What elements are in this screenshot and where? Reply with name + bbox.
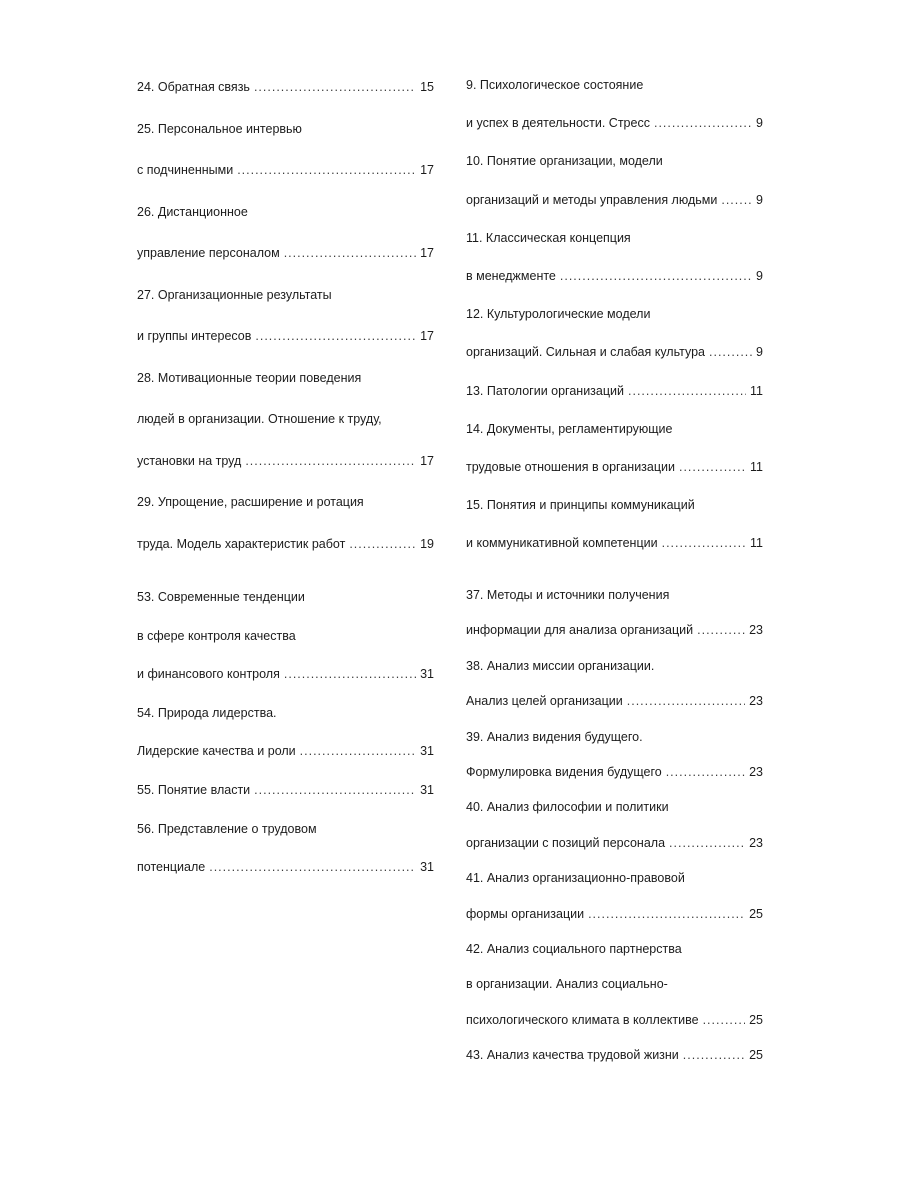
toc-page-number: 23 [749,764,763,779]
toc-entry-text: 56. Представление о трудовом [137,821,317,836]
toc-column-left-top [137,77,434,575]
toc-leader-dots [255,326,416,346]
toc-entry [466,381,763,401]
toc-entry [466,75,763,133]
toc-entry [137,780,434,800]
toc-entry-line [137,409,434,429]
toc-entry-line [137,857,434,877]
toc-leader-dots [709,342,752,362]
toc-entry-line [137,77,434,97]
toc-entry-text: 26. Дистанционное [137,204,248,219]
toc-entry-line [137,368,434,388]
toc-entry [466,797,763,852]
toc-entry-text: 24. Обратная связь [137,80,250,94]
toc-page-number: 19 [420,536,434,551]
toc-entry [137,819,434,878]
toc-entry-line [466,585,763,605]
toc-column-right-bottom [466,585,763,1080]
toc-page-number: 25 [749,1012,763,1027]
toc-entry-line [466,797,763,817]
toc-entry-line [466,868,763,888]
toc-entry-text: в организации. Анализ социально- [466,977,668,992]
toc-entry-line [466,75,763,95]
toc-page-number: 9 [756,116,763,131]
toc-entry-text: 38. Анализ миссии организации. [466,658,655,673]
toc-leader-dots [300,741,416,761]
toc-entry-text: 28. Мотивационные теории поведения [137,370,362,385]
toc-leader-dots [662,533,746,553]
toc-entry-text: людей в организации. Отношение к труду, [137,412,382,426]
toc-entry [466,151,763,209]
toc-entry-line [466,691,763,711]
toc-entry-text: и успех в деятельности. Стресс [466,116,650,131]
toc-entry-line [466,228,763,248]
toc-leader-dots [254,77,416,97]
toc-page-number: 23 [749,623,763,638]
toc-entry-line [137,664,434,684]
toc-entry-text: 54. Природа лидерства. [137,705,277,720]
toc-page-number: 31 [420,744,434,759]
toc-entry-line [466,151,763,171]
toc-entry-text: 53. Современные тенденции [137,590,305,604]
toc-entry-text: 41. Анализ организационно-правовой [466,871,685,886]
toc-page-number: 15 [420,80,434,94]
toc-entry-line [466,419,763,439]
toc-page-number: 25 [749,1048,763,1063]
toc-page-number: 17 [420,329,434,343]
toc-entry-line [466,381,763,401]
toc-entry-line [466,457,763,477]
toc-entry-text: труда. Модель характеристик работ [137,536,346,551]
toc-column-right-top [466,75,763,571]
toc-entry [137,703,434,762]
toc-entry-line [466,939,763,959]
toc-entry [137,285,434,347]
toc-leader-dots [588,904,745,924]
toc-entry-text: и группы интересов [137,329,252,343]
toc-entry [466,656,763,711]
toc-page-number: 23 [749,694,763,709]
toc-entry-text: 40. Анализ философии и политики [466,800,669,815]
toc-entry-line [466,113,763,133]
toc-entry-line [137,326,434,346]
toc-column-left-bottom [137,587,434,896]
toc-leader-dots [721,190,752,210]
toc-entry-text: 27. Организационные результаты [137,287,332,302]
toc-entry-text: 43. Анализ качества трудовой жизни [466,1048,679,1063]
toc-leader-dots [245,451,416,471]
toc-entry-line [466,1010,763,1030]
toc-page-number: 31 [420,860,434,875]
toc-leader-dots [209,857,416,877]
toc-entry-text: 25. Персональное интервью [137,121,302,136]
toc-page-number: 9 [756,345,763,360]
toc-leader-dots [628,381,746,401]
toc-entry-text: в менеджменте [466,268,556,283]
toc-entry-line [466,762,763,782]
toc-entry-line [466,620,763,640]
toc-entry-line [466,1045,763,1065]
toc-entry-text: потенциале [137,860,206,875]
toc-entry [466,868,763,923]
toc-leader-dots [627,691,745,711]
toc-entry-text: и финансового контроля [137,667,280,682]
toc-entry-line [137,285,434,305]
toc-leader-dots [237,160,416,180]
toc-entry-line [137,160,434,180]
toc-entry-line [466,904,763,924]
toc-entry-line [466,342,763,362]
toc-entry-text: управление персоналом [137,246,280,260]
toc-entry-line [137,202,434,222]
toc-entry-text: информации для анализа организаций [466,623,694,638]
toc-entry-line [137,780,434,800]
toc-entry-text: установки на труд [137,453,242,468]
toc-entry-line [137,587,434,607]
toc-entry-text: 14. Документы, регламентирующие [466,421,673,436]
toc-page-number: 25 [749,906,763,921]
toc-page-number: 31 [420,667,434,682]
toc-entry-line [137,534,434,554]
toc-entry [466,585,763,640]
toc-entry-text: Лидерские качества и роли [137,744,296,759]
toc-entry-text: 39. Анализ видения будущего. [466,729,643,744]
toc-entry-text: формы организации [466,906,585,921]
toc-entry-line [466,656,763,676]
toc-entry [137,202,434,264]
toc-entry-text: 13. Патологии организаций [466,383,624,398]
toc-entry [137,587,434,684]
toc-entry [466,228,763,286]
toc-entry-line [466,190,763,210]
toc-entry [137,368,434,471]
toc-leader-dots [683,1045,745,1065]
toc-leader-dots [697,620,745,640]
toc-page-number: 17 [420,163,434,177]
toc-page-number: 9 [756,192,763,207]
toc-page-number: 11 [750,536,763,551]
toc-entry-line [466,833,763,853]
toc-leader-dots [284,664,416,684]
toc-entry-text: Формулировка видения будущего [466,764,662,779]
toc-entry-line [466,533,763,553]
toc-leader-dots [666,762,745,782]
toc-entry-line [466,304,763,324]
toc-entry-text: организации с позиций персонала [466,835,666,850]
toc-entry-line [466,495,763,515]
toc-entry-text: 55. Понятие власти [137,782,251,797]
toc-page-number: 31 [420,782,434,797]
toc-entry-text: трудовые отношения в организации [466,459,675,474]
toc-entry [466,304,763,362]
toc-entry [137,119,434,181]
toc-entry-text: 11. Классическая концепция [466,230,631,245]
toc-entry-text: организаций и методы управления людьми [466,192,718,207]
toc-entry-line [137,119,434,139]
toc-entry-line [466,727,763,747]
toc-page-number: 9 [756,268,763,283]
toc-entry-text: с подчиненными [137,163,234,177]
toc-page-number: 23 [749,835,763,850]
toc-entry-line [137,626,434,646]
toc-entry-text: 42. Анализ социального партнерства [466,941,682,956]
toc-entry [137,77,434,97]
toc-entry-text: Анализ целей организации [466,694,623,709]
toc-entry-text: организаций. Сильная и слабая культура [466,345,706,360]
toc-entry-text: 29. Упрощение, расширение и ротация [137,495,364,509]
toc-entry [137,492,434,554]
toc-page-number: 11 [750,383,763,398]
toc-leader-dots [669,833,745,853]
toc-entry-text: 9. Психологическое состояние [466,78,644,92]
toc-entry-text: психологического климата в коллективе [466,1012,699,1027]
toc-page-number: 17 [420,453,434,468]
toc-leader-dots [654,113,752,133]
toc-entry-text: 12. Культурологические модели [466,307,651,322]
toc-leader-dots [679,457,746,477]
toc-entry-text: в сфере контроля качества [137,628,296,643]
toc-entry-line [137,741,434,761]
toc-entry [466,939,763,1030]
toc-entry-text: 37. Методы и источники получения [466,588,670,602]
toc-entry [466,495,763,553]
toc-entry-line [137,819,434,839]
toc-entry-line [137,492,434,512]
toc-entry-line [137,451,434,471]
toc-entry-text: и коммуникативной компетенции [466,536,658,551]
toc-entry [466,727,763,782]
toc-page-number: 11 [750,459,763,474]
toc-leader-dots [560,266,752,286]
toc-entry-line [466,974,763,994]
toc-entry-text: 15. Понятия и принципы коммуникаций [466,498,695,513]
toc-leader-dots [349,534,416,554]
toc-entry-line [137,703,434,723]
toc-leader-dots [254,780,416,800]
toc-page-number: 17 [420,246,434,260]
toc-entry-line [466,266,763,286]
toc-entry-line [137,243,434,263]
toc-entry-text: 10. Понятие организации, модели [466,154,663,169]
toc-leader-dots [284,243,416,263]
toc-leader-dots [703,1010,746,1030]
toc-entry [466,1045,763,1065]
toc-entry [466,419,763,477]
